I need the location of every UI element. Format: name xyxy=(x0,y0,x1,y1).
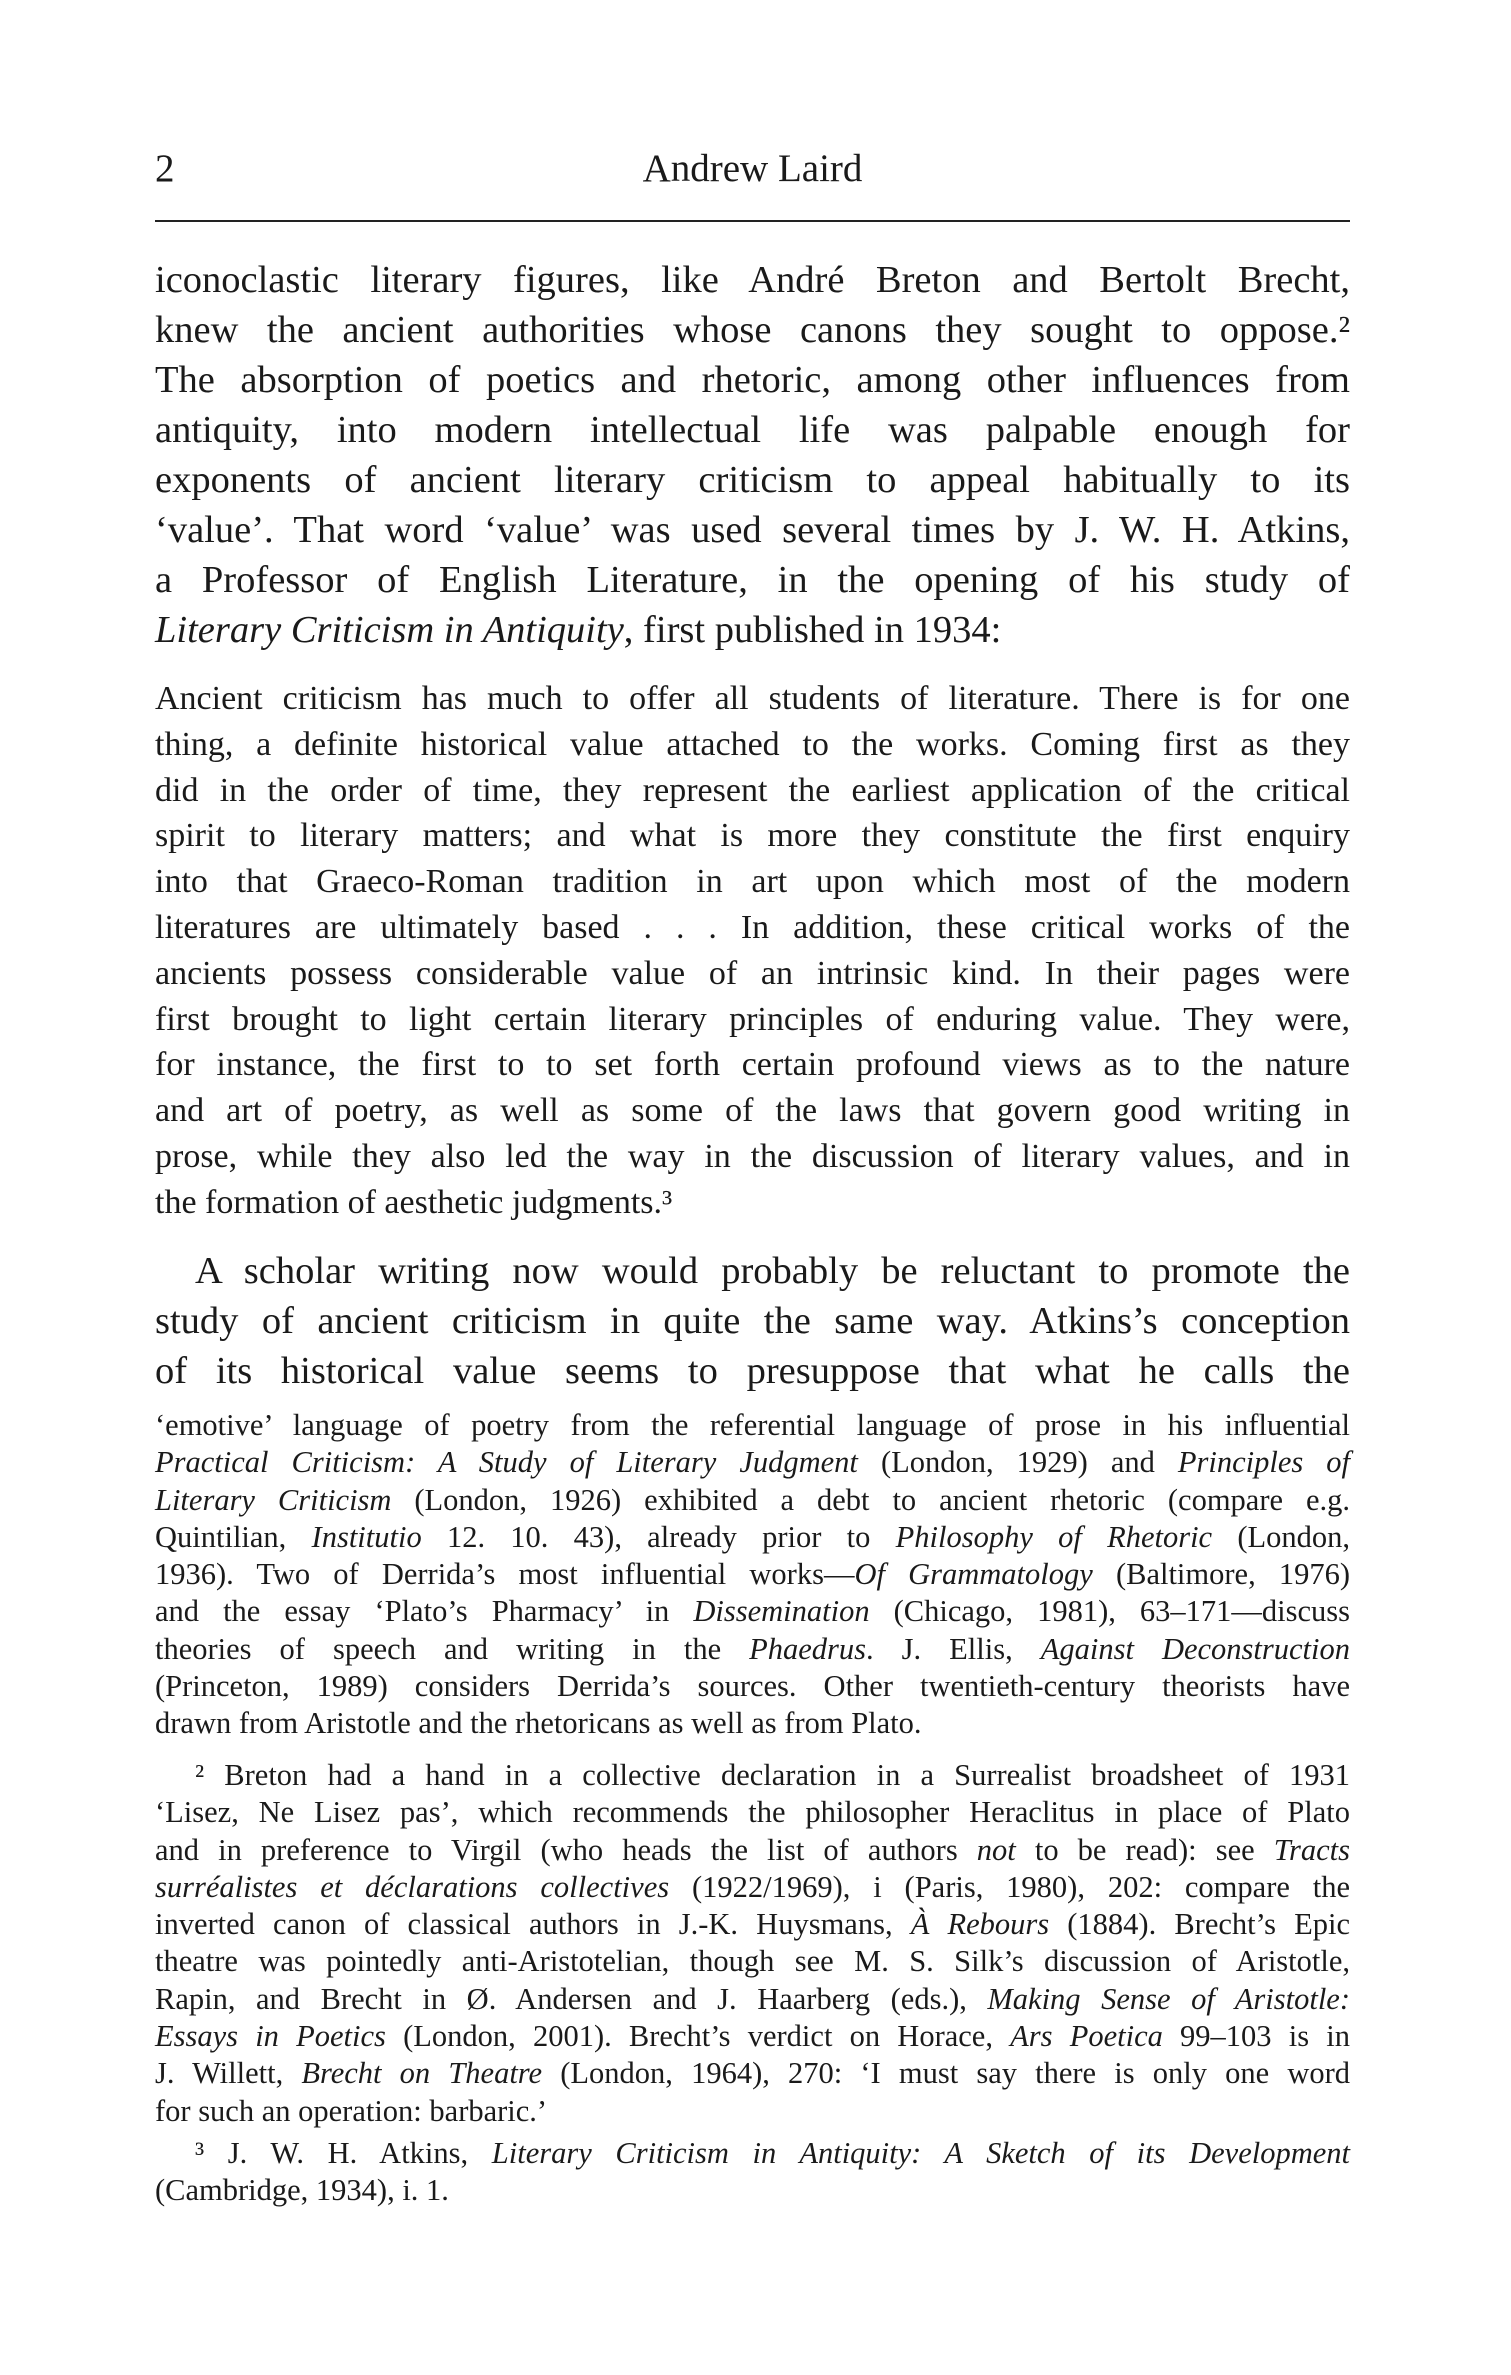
text-span: (London, 1964), 270: ‘I must say there is only one word xyxy=(542,2056,1350,2091)
page-header xyxy=(155,146,1350,196)
text-span: a Professor of English Literature, in the opening of his study of xyxy=(155,559,1350,601)
italic-text: Principles of xyxy=(1177,1445,1351,1480)
text-line xyxy=(155,505,1350,555)
text-span: theatre was pointedly anti-Aristotelian, though see M. S. Silk’s discussion of Aristotle, xyxy=(155,1944,1350,1979)
text-line xyxy=(155,1593,1350,1630)
text-line xyxy=(155,305,1350,355)
footnote-3 xyxy=(155,2135,1350,2210)
text-span: 1936). Two of Derrida’s most influential works— xyxy=(155,1557,855,1592)
text-line xyxy=(155,1668,1350,1705)
text-line xyxy=(155,2135,1350,2172)
text-span: ‘emotive’ language of poetry from the referential language of prose in his influential xyxy=(155,1408,1350,1442)
text-line xyxy=(155,1757,1350,1794)
text-span: for such an operation: barbaric.’ xyxy=(155,2093,548,2128)
text-line xyxy=(155,1705,1350,1742)
body-paragraph xyxy=(155,1246,1350,1396)
italic-text: Essays in Poetics xyxy=(155,2019,386,2054)
text-line xyxy=(155,405,1350,455)
text-span: The absorption of poetics and rhetoric, among other influences from xyxy=(155,359,1350,401)
text-line xyxy=(155,2055,1350,2092)
text-line xyxy=(155,676,1350,722)
italic-text: not xyxy=(976,1832,1016,1867)
text-line xyxy=(155,1246,1350,1296)
italic-text: Brecht on Theatre xyxy=(301,2056,543,2091)
text-line xyxy=(155,1088,1350,1134)
text-span: iconoclastic literary figures, like André Breton and Bertolt Brecht, xyxy=(155,259,1350,301)
text-span: ³ J. W. H. Atkins, xyxy=(195,2136,492,2170)
italic-text: À Rebours xyxy=(910,1907,1050,1942)
text-span: J. Willett, xyxy=(155,2056,302,2091)
text-span: (Princeton, 1989) considers Derrida’s sources. Other twentieth-century theorists have xyxy=(155,1669,1350,1704)
italic-text: Institutio xyxy=(311,1519,422,1554)
text-line xyxy=(155,905,1350,951)
text-line xyxy=(155,2093,1350,2130)
text-line xyxy=(155,1444,1350,1481)
running-head: Andrew Laird xyxy=(642,147,863,190)
text-line xyxy=(155,455,1350,505)
text-line xyxy=(155,1832,1350,1869)
text-span: ‘Lisez, Ne Lisez pas’, which recommends the philosopher Heraclitus in place of Plato xyxy=(155,1795,1350,1830)
text-line xyxy=(155,1180,1350,1226)
text-span: (London, 1926) exhibited a debt to ancient rhetoric (compare e.g. xyxy=(391,1482,1350,1517)
text-span: , first published in 1934: xyxy=(623,609,1002,651)
text-span: antiquity, into modern intellectual life was palpable enough for xyxy=(155,409,1350,451)
text-span: of its historical value seems to presuppose that what he calls the xyxy=(155,1350,1350,1392)
italic-text: Literary Criticism in Antiquity: A Sketch of its Development xyxy=(491,2136,1351,2170)
text-line xyxy=(155,768,1350,814)
text-span: (London, xyxy=(1212,1519,1350,1554)
text-span: for instance, the first to to set forth certain profound views as to the nature xyxy=(155,1046,1350,1084)
text-span: (London, 1929) and xyxy=(857,1445,1178,1480)
text-line xyxy=(155,1981,1350,2018)
text-span: ² Breton had a hand in a collective declaration in a Surrealist broadsheet of 1931 xyxy=(195,1758,1350,1792)
text-span: Ancient criticism has much to offer all students of literature. There is for one xyxy=(155,680,1350,717)
italic-text: Phaedrus xyxy=(749,1631,867,1666)
text-span: Rapin, and Brecht in Ø. Andersen and J. Haarberg (eds.), xyxy=(155,1981,988,2016)
text-span: 12. 10. 43), already prior to xyxy=(421,1519,896,1554)
page-number: 2 xyxy=(155,147,175,190)
text-span: exponents of ancient literary criticism to appeal habitually to its xyxy=(155,459,1350,501)
text-span: and art of poetry, as well as some of the laws that govern good writing in xyxy=(155,1092,1350,1130)
text-line xyxy=(155,2172,1350,2209)
text-span: (1922/1969), i (Paris, 1980), 202: compare the xyxy=(669,1869,1350,1904)
text-span: 99–103 is in xyxy=(1162,2019,1351,2054)
text-line xyxy=(155,1407,1350,1444)
text-span: first brought to light certain literary principles of enduring value. They were, xyxy=(155,1000,1350,1038)
text-span: (Baltimore, 1976) xyxy=(1092,1557,1350,1592)
text-line xyxy=(155,1794,1350,1831)
text-span: theories of speech and writing in the xyxy=(155,1631,750,1666)
text-line xyxy=(155,555,1350,605)
italic-text: Making Sense of Aristotle: xyxy=(987,1981,1350,2016)
text-span: (1884). Brecht’s Epic xyxy=(1049,1907,1350,1942)
text-line xyxy=(155,1134,1350,1180)
text-line xyxy=(155,1906,1350,1943)
text-span: . J. Ellis, xyxy=(866,1631,1041,1666)
italic-text: surréalistes et déclarations collectives xyxy=(155,1869,670,1904)
text-line xyxy=(155,2018,1350,2055)
text-line xyxy=(155,722,1350,768)
text-line xyxy=(155,255,1350,305)
text-span: prose, while they also led the way in the discussion of literary values, and in xyxy=(155,1137,1350,1175)
text-line xyxy=(155,1482,1350,1519)
text-line xyxy=(155,859,1350,905)
text-span: drawn from Aristotle and the rhetoricans as well as from Plato. xyxy=(155,1706,922,1741)
footnote-2 xyxy=(155,1757,1350,2130)
text-line xyxy=(155,813,1350,859)
italic-text: Practical Criticism: A Study of Literary Judgment xyxy=(155,1445,858,1480)
text-span: and the essay ‘Plato’s Pharmacy’ in xyxy=(155,1594,694,1629)
text-span: inverted canon of classical authors in J.-K. Huysmans, xyxy=(155,1907,911,1942)
text-span: and in preference to Virgil (who heads the list of authors xyxy=(155,1832,977,1867)
text-line xyxy=(155,1519,1350,1556)
text-line xyxy=(155,1869,1350,1906)
italic-text: Literary Criticism in Antiquity xyxy=(155,609,624,651)
text-line xyxy=(155,1042,1350,1088)
text-span: into that Graeco-Roman tradition in art upon which most of the modern xyxy=(155,863,1350,901)
italic-text: Literary Criticism xyxy=(155,1482,392,1517)
italic-text: Ars Poetica xyxy=(1010,2019,1163,2054)
text-span: (Cambridge, 1934), i. 1. xyxy=(155,2173,449,2208)
text-span: Quintilian, xyxy=(155,1519,312,1554)
header-rule xyxy=(155,220,1350,222)
text-span: study of ancient criticism in quite the same way. Atkins’s conception xyxy=(155,1300,1350,1342)
text-line xyxy=(155,605,1350,655)
text-line xyxy=(155,997,1350,1043)
text-line xyxy=(155,1631,1350,1668)
text-span: (Chicago, 1981), 63–171—discuss xyxy=(869,1594,1351,1629)
text-line xyxy=(155,1296,1350,1346)
block-quote xyxy=(155,676,1350,1226)
text-line xyxy=(155,1943,1350,1980)
footnote-continued xyxy=(155,1407,1350,1743)
text-line xyxy=(155,1346,1350,1396)
text-span: literatures are ultimately based . . . In addition, these critical works of the xyxy=(155,908,1350,946)
italic-text: Philosophy of Rhetoric xyxy=(895,1519,1213,1554)
italic-text: Tracts xyxy=(1273,1832,1350,1867)
text-span: thing, a definite historical value attached to the works. Coming first as they xyxy=(155,725,1350,763)
text-line xyxy=(155,951,1350,997)
text-span: to be read): see xyxy=(1015,1832,1274,1867)
text-span: A scholar writing now would probably be reluctant to promote the xyxy=(195,1250,1350,1292)
text-span: the formation of aesthetic judgments.³ xyxy=(155,1183,673,1221)
text-span: (London, 2001). Brecht’s verdict on Horace, xyxy=(385,2019,1011,2054)
italic-text: Against Deconstruction xyxy=(1040,1631,1350,1666)
body-paragraph xyxy=(155,255,1350,655)
text-span: did in the order of time, they represent the earliest application of the critical xyxy=(155,771,1350,809)
text-line xyxy=(155,1556,1350,1593)
text-span: ‘value’. That word ‘value’ was used several times by J. W. H. Atkins, xyxy=(155,509,1350,551)
italic-text: Dissemination xyxy=(693,1594,870,1629)
text-line xyxy=(155,355,1350,405)
italic-text: Of Grammatology xyxy=(854,1557,1093,1592)
text-span: spirit to literary matters; and what is more they constitute the first enquiry xyxy=(155,817,1350,855)
text-span: knew the ancient authorities whose canons they sought to oppose.² xyxy=(155,309,1350,351)
text-span: ancients possess considerable value of an intrinsic kind. In their pages were xyxy=(155,954,1350,992)
